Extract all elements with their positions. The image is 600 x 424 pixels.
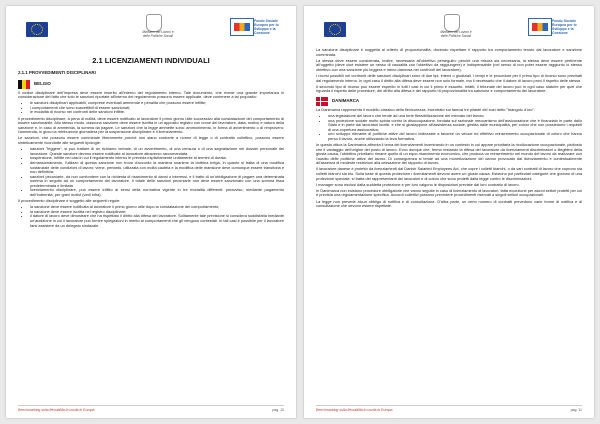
eu-flag-icon — [324, 22, 346, 37]
footer-text: Benchmarking sulla flessibilità in uscita in Europa — [316, 408, 393, 412]
list-item: • sanzioni "leggere", si può trattare di un richiamo verbale, di un avvertimento, di una censura o di una segnalazione nel dossier personale del lavoratore. Queste sanzioni devono essere notificate al lavoratore attraverso raccomandata. — [30, 147, 284, 156]
list-item: • sospensione, inflitte nei casi in cui il regolamento interno le preveda esplicitamente unitamente ai termini di durata. — [30, 156, 284, 161]
section-title: 2.1 LICENZIAMENTI INDIVIDUALI — [92, 56, 210, 65]
list-item: • le modalità di ricorso nei confronti delle sanzioni inflitte. — [30, 110, 284, 115]
country-name: BELGIO — [34, 80, 51, 86]
paragraph: La legge non prevede alcun obbligo di notifica e di consultazione. D'altra parte, un certo numero di contratti prevedono varie forme di notifica e di consultazione che devono essere rispettate. — [316, 198, 582, 209]
page-number: pag. 10 — [272, 408, 284, 412]
country-heading-danimarca — [316, 97, 582, 106]
ministry-logo-text: Ministero del Lavoro e delle Politiche Sociali — [142, 30, 174, 38]
paragraph: I manager sono esclusi dalla suddetta protezione e per loro valgono le disposizioni previste dal loro contratto di lavoro. — [316, 181, 520, 187]
fse-logo-text: Fondo Sociale Europeo per lo Sviluppo e la Coesione — [254, 19, 279, 35]
paragraph: Il codice disciplinare dell'impresa deve essere inserito all'interno del regolamento interno. Tale documento, che rivede una grande importanza in considerazione del fatto che solo le sanzioni riportate all'interno del regolamento possono essere applicate, deve contenere a tal proposito: — [18, 89, 284, 100]
paragraph: Il secondo tipo di ricorso può essere esperito in tutti i casi in cui il primo è esaurito. Infatti, il tribunale del lavoro può in ogni caso statuire per quel che riguarda il rispetto delle procedure, del diritto alla difesa e del rapporto di proporzionalità tra sanzione e comportamento del lavoratore. — [316, 83, 582, 94]
bullet-list — [316, 114, 582, 142]
fse-logo-icon — [528, 18, 552, 36]
bullet-list — [18, 101, 284, 115]
country-heading-belgio — [18, 80, 284, 89]
page-body — [18, 50, 284, 230]
list-item: • una legislazione del lavoro che tende ad una forte flessibilizzazione del mercato del lavoro; — [328, 114, 582, 119]
list-item: • uno sviluppo rilevante di politiche attive del lavoro indirizzate a favorire un veloce ed effettivo reinserimento occupazionale di coloro che hanno perso il lavoro, anche utilizzando la leva formativa. — [328, 132, 582, 141]
list-item: • sanzioni pecuniarie, da non confondere con la richiesta di risarcimento di danni o interessi, e il tratto di un'obbligazione di pagare una determinata somma in seguito ad un comportamento del lavoratore. Il totale delle sanzioni pecuniarie non deve essere sanzionato con una somma fissa predeterminata e limitata. — [30, 175, 284, 189]
paragraph: I ricorsi possibili nei confronti delle sanzioni disciplinari sono di due tipi, interni o giudiziali. I tempi e le procedure per il primo tipo di ricorso sono precisati dal regolamento interno. In ogni caso il diritto alla difesa deve essere non solo formale, ma il necessario che il datore di lavoro provi il rispetto delle stesse. — [316, 72, 582, 83]
paragraph: Il lavoratore danese è protetto da licenziamenti dal Danish Salaried Employees Act, che copre i colletti bianchi, o da vari contratti di lavoro che coprono sia colletti bianchi sia blu. Sulla base di questa protezione i licenziamenti devono avere un giusto causa. Esistono poi particolari categorie che godono di una protezione speciale: si tratta dei rappresentanti dei lavoratori e di coloro che sono protetti dalla legge contro le discriminazioni. — [316, 166, 582, 181]
belgium-flag-icon — [18, 80, 30, 89]
list-item: • la sanzione deve essere iscritta nel registro disciplinare; — [30, 210, 284, 215]
paragraph: La sanzione disciplinare è soggetta al criterio di proporzionalità, dovendo rispettare il rapporto tra comportamento tenuto dal lavoratore e sanzione comminata. — [316, 47, 582, 57]
page-right — [304, 6, 594, 418]
list-item: • demansionamento, l'utilizzo di questa sanzione non trova d'accordo la maniera unanime la dottrina belga, in quanto si tratta di una modifica sostanziale delle condizioni di lavoro; viene, pertanto, utilizzata con molta cautela e la modifica delle mansione deve comunque essere transitoria e non definitiva; — [30, 161, 284, 175]
page-left — [6, 6, 296, 418]
ministry-logo-text: Ministero del Lavoro e delle Politiche Sociali — [440, 30, 472, 38]
page-number: pag. 11 — [570, 408, 582, 412]
eu-flag-icon — [26, 22, 48, 37]
page-body — [316, 48, 582, 210]
paragraph: La stessa deve essere considerata, inoltre, necessaria all'obiettivo perseguito: perché una misura sia necessaria, la stessa deve essere pertinente all'oggetto (deve cioè esistere un nesso di causalità con l'obiettivo da raggiungere) e indispensabile (nel senso di non poter essere raggiunto lo stesso obiettivo con una sanzione più leggera e meno dannosa nei confronti del lavoratore). — [316, 57, 582, 72]
footer-text: Benchmarking sulla flessibilità in uscita in Europa — [18, 408, 95, 412]
list-item: • la sanzione deve essere notificata al lavoratore il primo giorno utile dopo la constatazione del comportamento; — [30, 205, 284, 210]
bullet-list — [18, 147, 284, 198]
paragraph: Il procedimento disciplinare è soggetto alle seguenti regole: — [18, 198, 121, 204]
fse-logo-icon — [230, 18, 254, 36]
country-name: DANIMARCA — [332, 98, 360, 104]
page-footer — [316, 405, 582, 412]
paragraph: Il procedimento disciplinare, a pena di nullità, deve essere notificato al lavoratore il primo giorno utile successivo alla constatazione del comportamento di essere sanzionabile. Allo stesso modo, ciascuna sanzione deve essere iscritta in un apposito registro con nome del lavoratore, data, motivo e natura della sanzione e, in caso di ammenda, la somma da pagare. Le sanzioni che la legge ammette sono: ammonimento, in forma di avvertimento o di rimprovero; l'ammenda; in gioco la retribuzione giornaliera per la sospensione disciplinare e il licenziamento. — [18, 115, 284, 135]
page-footer — [18, 405, 284, 412]
list-item: • i comportamenti che sono suscettibili di essere sanzionati; — [30, 106, 284, 111]
paragraph: In questo ottica la Danimarca affronta il tema dei licenziamenti incentrando in un contesto in cui appare prioritaria la ricollocazione occupazionale, piuttosto che il vantaggio dell'origine del posto di lavoro. Ecco dunque che, fermo restando la difesa del lavoratore da licenziamenti discriminatori o illegittimi della giusta causa, l'obiettivo prioritario rimane quello di un equo risarcimento economico, che produca un reinserimento nel mondo del lavoro da realizzare con l'ausilio delle politiche attive del lavoro. Di conseguenza si tende ad una monetizzazione del danno provocato dal licenziamento e contestualmente all'assenza di modeste restrizioni alla cessazione del rapporto di lavoro. — [316, 142, 582, 166]
paragraph: Le sanzioni, che possono essere comminate liberamente purché non siano contrarie a norme di legge o di contratto collettivo, possono essere sinteticamente ricondotte alle seguenti tipologie: — [18, 135, 284, 146]
bullet-list — [18, 205, 284, 228]
paragraph: In Danimarca non esistono procedure obbligatorie che vanno seguite in caso di licenziamento di lavoratori, fatta eccezione per alcuni settori protetti per cui è prevista una regolamentazione specifica. Accordi collettivi possono prevedere procedimenti riservati a singoli settori occupazionali. — [316, 187, 583, 198]
denmark-flag-icon — [316, 97, 328, 106]
list-item: • una protezione sociale molto spinta contro la disoccupazione, fondata sul razionale meccanismo dell'assicurazione che è finanziato in parte dallo Stato e in parte dai lavoratori iscritti, e che si giustappone all'assistenza sociale, gestita dalle municipalità, per coloro che non possiedono i requisiti di una copertura assicurativa; — [328, 119, 582, 133]
list-item: • licenziamento disciplinare, può essere inflitto ai sensi della normativa vigente in tre modalità differenti: preavviso, mediante pagamento dell'indennità, per gravi motivi (vedi infra). — [30, 188, 284, 197]
page-header — [14, 12, 288, 46]
page-header — [312, 12, 586, 46]
subsection-title: 2.1.1 PROVVEDIMENTI DISCIPLINARI — [18, 70, 96, 75]
fse-logo — [528, 18, 577, 40]
fse-logo-text: Fondo Sociale Europeo per lo Sviluppo e la Coesione — [552, 19, 577, 35]
paragraph: La Danimarca rappresenta il modello classico della flexicurezza, incentrato sui famosi tre pilastri del così detto "triangolo d'oro": — [316, 106, 535, 112]
list-item: • il datore di lavoro deve dimostrare che ha rispettato il diritto alla difesa del lavoratore. Solitamente tale previsione si considera soddisfatta mediante un'audizione in cui il lavoratore può fornire spiegazioni in merito ai comportamenti che gli vengono contestati. In tali casi è possibile per il lavoratore farsi assistere da un delegato sindacale. — [30, 214, 284, 228]
fse-logo — [230, 18, 279, 40]
list-item: • le sanzioni disciplinari applicabili, comprese eventuali ammende e penalità che possono essere inflitte; — [30, 101, 284, 106]
